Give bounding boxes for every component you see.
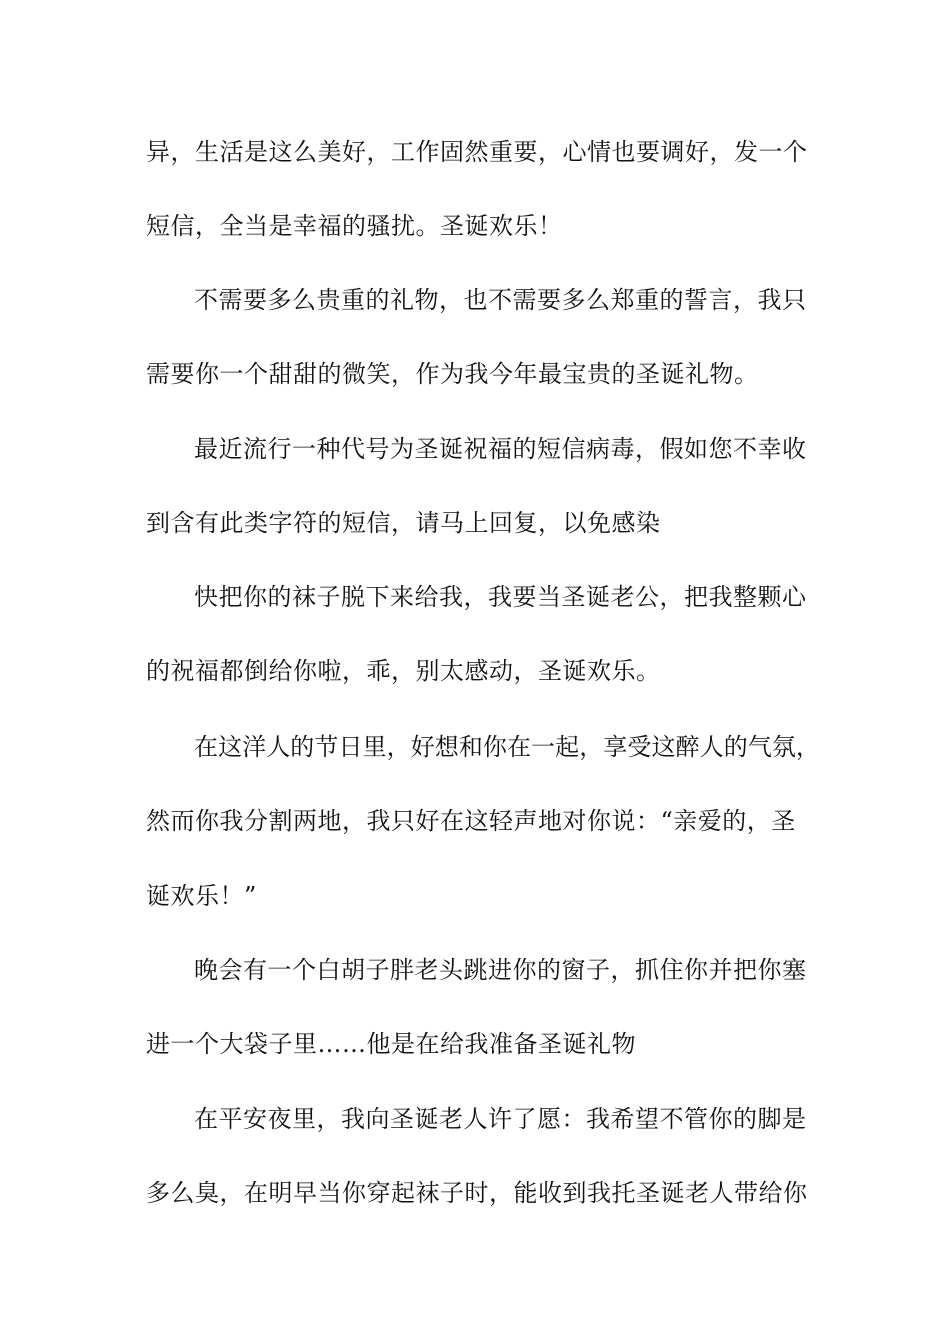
paragraph-start-line: 最近流行一种代号为圣诞祝福的短信病毒，假如您不幸收 xyxy=(194,435,807,463)
text-line: 诞欢乐！” xyxy=(146,882,257,910)
text-line: 到含有此类字符的短信，请马上回复，以免感染 xyxy=(146,509,661,537)
text-line: 异，生活是这么美好，工作固然重要，心情也要调好，发一个 xyxy=(146,138,808,166)
text-line: 短信，全当是幸福的骚扰。圣诞欢乐！ xyxy=(146,212,563,240)
paragraph-start-line: 不需要多么贵重的礼物，也不需要多么郑重的誓言，我只 xyxy=(194,286,807,314)
text-line: 的祝福都倒给你啦，乖，别太感动，圣诞欢乐。 xyxy=(146,657,661,685)
paragraph-start-line: 晚会有一个白胡子胖老头跳进你的窗子，抓住你并把你塞 xyxy=(194,956,807,984)
text-line: 多么臭，在明早当你穿起袜子时，能收到我托圣诞老人带给你 xyxy=(146,1179,808,1207)
paragraph-start-line: 快把你的袜子脱下来给我，我要当圣诞老公，把我整颗心 xyxy=(194,583,807,611)
text-line: 然而你我分割两地，我只好在这轻声地对你说：“亲爱的，圣 xyxy=(146,807,796,835)
paragraph-start-line: 在平安夜里，我向圣诞老人许了愿：我希望不管你的脚是 xyxy=(194,1105,807,1133)
text-line: 进一个大袋子里……他是在给我准备圣诞礼物 xyxy=(146,1030,636,1058)
paragraph-start-line: 在这洋人的节日里，好想和你在一起，享受这醉人的气氛， xyxy=(194,733,820,761)
text-line: 需要你一个甜甜的微笑，作为我今年最宝贵的圣诞礼物。 xyxy=(146,360,759,388)
